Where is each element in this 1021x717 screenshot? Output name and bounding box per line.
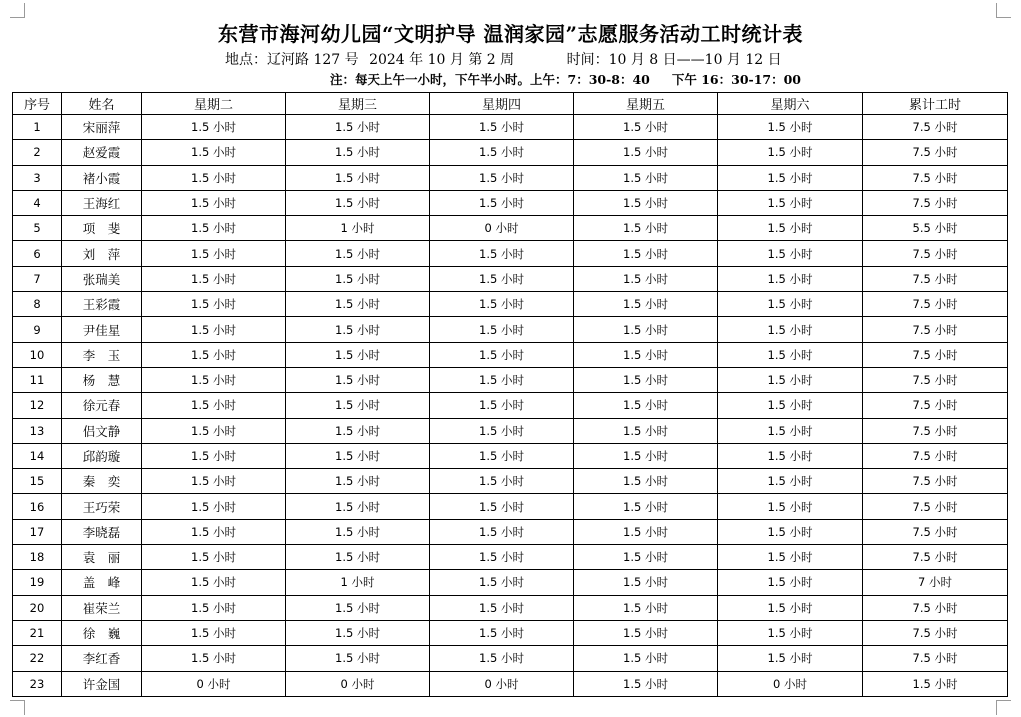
saturday-cell: 1.5 小时 (718, 646, 863, 671)
name-cell: 赵爱霞 (62, 140, 142, 165)
total-hours-cell: 7.5 小时 (863, 620, 1008, 645)
document-title: 东营市海河幼儿园“文明护导 温润家园”志愿服务活动工时统计表 (218, 22, 803, 46)
header-saturday: 星期六 (718, 93, 863, 115)
name-cell: 李晓磊 (62, 519, 142, 544)
friday-cell: 1.5 小时 (574, 545, 718, 570)
row-index-cell: 16 (13, 494, 62, 519)
saturday-cell: 1.5 小时 (718, 367, 863, 392)
header-wednesday: 星期三 (286, 93, 430, 115)
tuesday-cell: 1.5 小时 (142, 342, 286, 367)
header-friday: 星期五 (574, 93, 718, 115)
friday-cell: 1.5 小时 (574, 216, 718, 241)
total-hours-cell: 7.5 小时 (863, 469, 1008, 494)
wednesday-cell: 1.5 小时 (286, 646, 430, 671)
location-text: 地点：辽河路 127 号 (225, 52, 359, 68)
total-hours-cell: 1.5 小时 (863, 671, 1008, 696)
total-hours-cell: 7.5 小时 (863, 115, 1008, 140)
friday-cell: 1.5 小时 (574, 115, 718, 140)
saturday-cell: 1.5 小时 (718, 165, 863, 190)
volunteer-hours-table (12, 92, 1008, 697)
friday-cell: 1.5 小时 (574, 342, 718, 367)
tuesday-cell: 1.5 小时 (142, 140, 286, 165)
name-cell: 李 玉 (62, 342, 142, 367)
name-cell: 项 斐 (62, 216, 142, 241)
thursday-cell: 1.5 小时 (430, 292, 574, 317)
table-row (13, 646, 1008, 671)
tuesday-cell: 1.5 小时 (142, 595, 286, 620)
note-afternoon-text: 下午 16：30-17：00 (671, 72, 801, 87)
name-cell: 盖 峰 (62, 570, 142, 595)
table-row (13, 140, 1008, 165)
wednesday-cell: 1.5 小时 (286, 317, 430, 342)
saturday-cell: 1.5 小时 (718, 545, 863, 570)
friday-cell: 1.5 小时 (574, 292, 718, 317)
wednesday-cell: 1.5 小时 (286, 595, 430, 620)
thursday-cell: 1.5 小时 (430, 115, 574, 140)
wednesday-cell: 1.5 小时 (286, 115, 430, 140)
thursday-cell: 0 小时 (430, 216, 574, 241)
thursday-cell: 1.5 小时 (430, 140, 574, 165)
total-hours-cell: 7.5 小时 (863, 519, 1008, 544)
name-cell: 侣文静 (62, 418, 142, 443)
table-row (13, 443, 1008, 468)
total-hours-cell: 7.5 小时 (863, 367, 1008, 392)
name-cell: 袁 丽 (62, 545, 142, 570)
row-index-cell: 19 (13, 570, 62, 595)
saturday-cell: 1.5 小时 (718, 216, 863, 241)
row-index-cell: 11 (13, 367, 62, 392)
thursday-cell: 1.5 小时 (430, 317, 574, 342)
friday-cell: 1.5 小时 (574, 469, 718, 494)
tuesday-cell: 1.5 小时 (142, 393, 286, 418)
table-row (13, 519, 1008, 544)
name-cell: 崔荣兰 (62, 595, 142, 620)
thursday-cell: 1.5 小时 (430, 342, 574, 367)
wednesday-cell: 1.5 小时 (286, 469, 430, 494)
saturday-cell: 1.5 小时 (718, 190, 863, 215)
thursday-cell: 1.5 小时 (430, 241, 574, 266)
row-index-cell: 18 (13, 545, 62, 570)
tuesday-cell: 1.5 小时 (142, 241, 286, 266)
header-index: 序号 (13, 93, 62, 115)
thursday-cell: 1.5 小时 (430, 545, 574, 570)
thursday-cell: 1.5 小时 (430, 190, 574, 215)
saturday-cell: 1.5 小时 (718, 469, 863, 494)
row-index-cell: 4 (13, 190, 62, 215)
total-hours-cell: 7.5 小时 (863, 443, 1008, 468)
page-corner-mark (10, 3, 25, 18)
row-index-cell: 21 (13, 620, 62, 645)
total-hours-cell: 5.5 小时 (863, 216, 1008, 241)
thursday-cell: 1.5 小时 (430, 165, 574, 190)
header-name: 姓名 (62, 93, 142, 115)
page-corner-mark (996, 700, 1011, 715)
wednesday-cell: 1.5 小时 (286, 393, 430, 418)
row-index-cell: 14 (13, 443, 62, 468)
friday-cell: 1.5 小时 (574, 266, 718, 291)
row-index-cell: 20 (13, 595, 62, 620)
note-line (330, 70, 801, 88)
name-cell: 褚小霞 (62, 165, 142, 190)
friday-cell: 1.5 小时 (574, 570, 718, 595)
tuesday-cell: 1.5 小时 (142, 646, 286, 671)
wednesday-cell: 1.5 小时 (286, 140, 430, 165)
tuesday-cell: 1.5 小时 (142, 266, 286, 291)
row-index-cell: 3 (13, 165, 62, 190)
name-cell: 王彩霞 (62, 292, 142, 317)
wednesday-cell: 1.5 小时 (286, 519, 430, 544)
tuesday-cell: 1.5 小时 (142, 115, 286, 140)
saturday-cell: 1.5 小时 (718, 570, 863, 595)
tuesday-cell: 1.5 小时 (142, 367, 286, 392)
page-corner-mark (10, 700, 25, 715)
tuesday-cell: 1.5 小时 (142, 292, 286, 317)
saturday-cell: 1.5 小时 (718, 140, 863, 165)
wednesday-cell: 1.5 小时 (286, 620, 430, 645)
total-hours-cell: 7.5 小时 (863, 140, 1008, 165)
note-main-text: 注：每天上午一小时，下午半小时。上午：7：30-8：40 (330, 72, 650, 87)
table-row (13, 266, 1008, 291)
tuesday-cell: 0 小时 (142, 671, 286, 696)
wednesday-cell: 1.5 小时 (286, 367, 430, 392)
thursday-cell: 1.5 小时 (430, 570, 574, 595)
thursday-cell: 0 小时 (430, 671, 574, 696)
friday-cell: 1.5 小时 (574, 494, 718, 519)
total-hours-cell: 7.5 小时 (863, 317, 1008, 342)
total-hours-cell: 7.5 小时 (863, 342, 1008, 367)
thursday-cell: 1.5 小时 (430, 469, 574, 494)
saturday-cell: 1.5 小时 (718, 393, 863, 418)
time-range-text: 时间：10 月 8 日——10 月 12 日 (566, 52, 782, 68)
tuesday-cell: 1.5 小时 (142, 443, 286, 468)
total-hours-cell: 7 小时 (863, 570, 1008, 595)
table-row (13, 545, 1008, 570)
wednesday-cell: 1.5 小时 (286, 342, 430, 367)
total-hours-cell: 7.5 小时 (863, 292, 1008, 317)
header-total-hours: 累计工时 (863, 93, 1008, 115)
tuesday-cell: 1.5 小时 (142, 570, 286, 595)
wednesday-cell: 1.5 小时 (286, 165, 430, 190)
table-row (13, 418, 1008, 443)
saturday-cell: 1.5 小时 (718, 115, 863, 140)
row-index-cell: 9 (13, 317, 62, 342)
row-index-cell: 1 (13, 115, 62, 140)
wednesday-cell: 1 小时 (286, 570, 430, 595)
table-row (13, 393, 1008, 418)
name-cell: 许金国 (62, 671, 142, 696)
name-cell: 秦 奕 (62, 469, 142, 494)
thursday-cell: 1.5 小时 (430, 595, 574, 620)
name-cell: 李红香 (62, 646, 142, 671)
friday-cell: 1.5 小时 (574, 620, 718, 645)
thursday-cell: 1.5 小时 (430, 519, 574, 544)
saturday-cell: 1.5 小时 (718, 292, 863, 317)
total-hours-cell: 7.5 小时 (863, 545, 1008, 570)
thursday-cell: 1.5 小时 (430, 620, 574, 645)
info-line (225, 49, 788, 69)
wednesday-cell: 1.5 小时 (286, 494, 430, 519)
wednesday-cell: 1.5 小时 (286, 190, 430, 215)
period-text: 2024 年 10 月 第 2 周 (369, 52, 515, 68)
saturday-cell: 1.5 小时 (718, 342, 863, 367)
saturday-cell: 1.5 小时 (718, 519, 863, 544)
friday-cell: 1.5 小时 (574, 367, 718, 392)
tuesday-cell: 1.5 小时 (142, 165, 286, 190)
saturday-cell: 1.5 小时 (718, 620, 863, 645)
row-index-cell: 10 (13, 342, 62, 367)
friday-cell: 1.5 小时 (574, 317, 718, 342)
row-index-cell: 5 (13, 216, 62, 241)
table-row (13, 494, 1008, 519)
tuesday-cell: 1.5 小时 (142, 545, 286, 570)
wednesday-cell: 1 小时 (286, 216, 430, 241)
total-hours-cell: 7.5 小时 (863, 165, 1008, 190)
name-cell: 王海红 (62, 190, 142, 215)
saturday-cell: 1.5 小时 (718, 595, 863, 620)
table-header-row (13, 93, 1008, 115)
thursday-cell: 1.5 小时 (430, 418, 574, 443)
table-row (13, 671, 1008, 696)
thursday-cell: 1.5 小时 (430, 393, 574, 418)
saturday-cell: 0 小时 (718, 671, 863, 696)
friday-cell: 1.5 小时 (574, 241, 718, 266)
row-index-cell: 17 (13, 519, 62, 544)
table-row (13, 317, 1008, 342)
name-cell: 宋丽萍 (62, 115, 142, 140)
row-index-cell: 15 (13, 469, 62, 494)
page-corner-mark (996, 3, 1011, 18)
row-index-cell: 23 (13, 671, 62, 696)
table-body (13, 115, 1008, 697)
name-cell: 张瑞美 (62, 266, 142, 291)
tuesday-cell: 1.5 小时 (142, 317, 286, 342)
tuesday-cell: 1.5 小时 (142, 216, 286, 241)
friday-cell: 1.5 小时 (574, 140, 718, 165)
table-row (13, 620, 1008, 645)
friday-cell: 1.5 小时 (574, 418, 718, 443)
name-cell: 邱韵璇 (62, 443, 142, 468)
row-index-cell: 6 (13, 241, 62, 266)
friday-cell: 1.5 小时 (574, 671, 718, 696)
friday-cell: 1.5 小时 (574, 393, 718, 418)
tuesday-cell: 1.5 小时 (142, 494, 286, 519)
table-row (13, 595, 1008, 620)
saturday-cell: 1.5 小时 (718, 418, 863, 443)
name-cell: 徐元春 (62, 393, 142, 418)
name-cell: 徐 巍 (62, 620, 142, 645)
row-index-cell: 22 (13, 646, 62, 671)
row-index-cell: 13 (13, 418, 62, 443)
saturday-cell: 1.5 小时 (718, 317, 863, 342)
total-hours-cell: 7.5 小时 (863, 266, 1008, 291)
name-cell: 王巧荣 (62, 494, 142, 519)
total-hours-cell: 7.5 小时 (863, 393, 1008, 418)
table-row (13, 165, 1008, 190)
wednesday-cell: 1.5 小时 (286, 443, 430, 468)
table-row (13, 190, 1008, 215)
friday-cell: 1.5 小时 (574, 190, 718, 215)
total-hours-cell: 7.5 小时 (863, 595, 1008, 620)
tuesday-cell: 1.5 小时 (142, 190, 286, 215)
header-tuesday: 星期二 (142, 93, 286, 115)
tuesday-cell: 1.5 小时 (142, 620, 286, 645)
thursday-cell: 1.5 小时 (430, 494, 574, 519)
friday-cell: 1.5 小时 (574, 165, 718, 190)
thursday-cell: 1.5 小时 (430, 266, 574, 291)
saturday-cell: 1.5 小时 (718, 241, 863, 266)
table-row (13, 342, 1008, 367)
table-row (13, 115, 1008, 140)
table-row (13, 367, 1008, 392)
table-row (13, 292, 1008, 317)
total-hours-cell: 7.5 小时 (863, 241, 1008, 266)
tuesday-cell: 1.5 小时 (142, 469, 286, 494)
saturday-cell: 1.5 小时 (718, 494, 863, 519)
thursday-cell: 1.5 小时 (430, 646, 574, 671)
thursday-cell: 1.5 小时 (430, 367, 574, 392)
row-index-cell: 12 (13, 393, 62, 418)
wednesday-cell: 1.5 小时 (286, 266, 430, 291)
saturday-cell: 1.5 小时 (718, 443, 863, 468)
tuesday-cell: 1.5 小时 (142, 418, 286, 443)
table-row (13, 241, 1008, 266)
total-hours-cell: 7.5 小时 (863, 418, 1008, 443)
friday-cell: 1.5 小时 (574, 519, 718, 544)
tuesday-cell: 1.5 小时 (142, 519, 286, 544)
total-hours-cell: 7.5 小时 (863, 190, 1008, 215)
wednesday-cell: 0 小时 (286, 671, 430, 696)
name-cell: 尹佳星 (62, 317, 142, 342)
friday-cell: 1.5 小时 (574, 646, 718, 671)
total-hours-cell: 7.5 小时 (863, 646, 1008, 671)
friday-cell: 1.5 小时 (574, 443, 718, 468)
table-row (13, 570, 1008, 595)
table-row (13, 216, 1008, 241)
header-thursday: 星期四 (430, 93, 574, 115)
wednesday-cell: 1.5 小时 (286, 292, 430, 317)
name-cell: 刘 萍 (62, 241, 142, 266)
name-cell: 杨 慧 (62, 367, 142, 392)
total-hours-cell: 7.5 小时 (863, 494, 1008, 519)
wednesday-cell: 1.5 小时 (286, 241, 430, 266)
wednesday-cell: 1.5 小时 (286, 418, 430, 443)
row-index-cell: 2 (13, 140, 62, 165)
row-index-cell: 8 (13, 292, 62, 317)
friday-cell: 1.5 小时 (574, 595, 718, 620)
wednesday-cell: 1.5 小时 (286, 545, 430, 570)
thursday-cell: 1.5 小时 (430, 443, 574, 468)
table-row (13, 469, 1008, 494)
saturday-cell: 1.5 小时 (718, 266, 863, 291)
row-index-cell: 7 (13, 266, 62, 291)
